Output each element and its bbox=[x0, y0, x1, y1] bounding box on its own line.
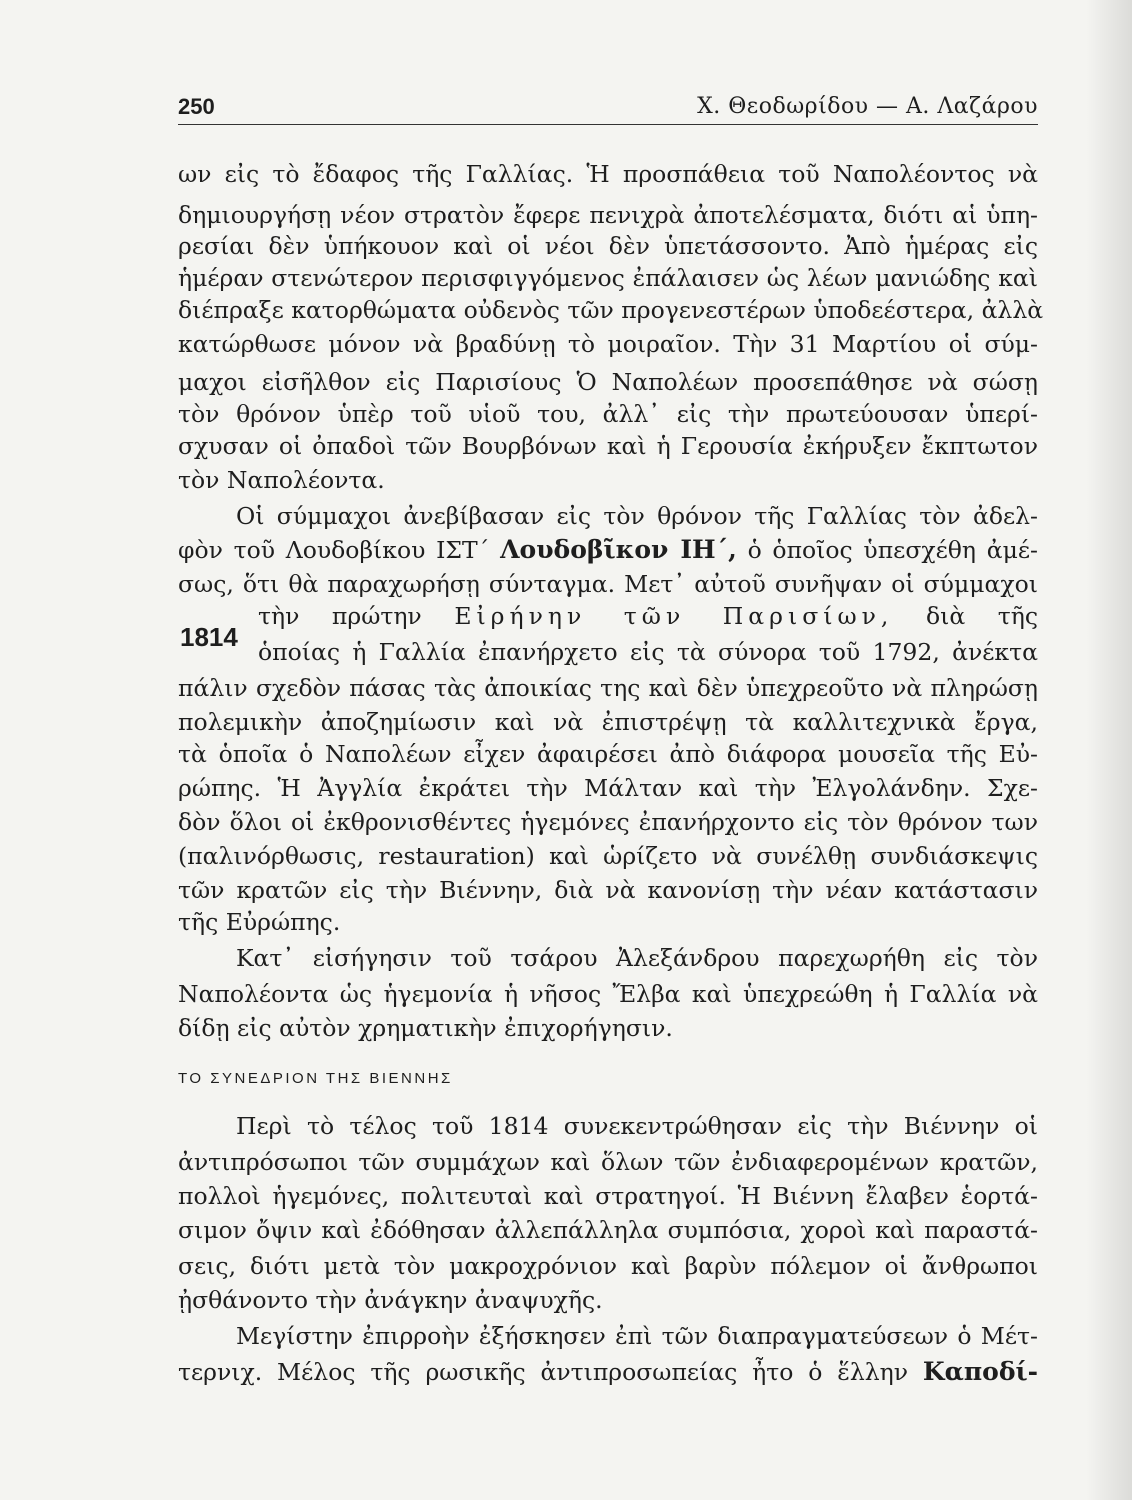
text-line: δημιουργήσῃ νέον στρατὸν ἔφερε πενιχρὰ ἀποτελέσματα, διότι αἱ ὑπη- bbox=[178, 201, 1038, 229]
text-line: Κατ᾽ εἰσήγησιν τοῦ τσάρου Ἀλεξάνδρου παρεχωρήθη εἰς τὸν bbox=[236, 944, 1038, 972]
text-line: δὸν ὅλοι οἱ ἐκθρονισθέντες ἡγεμόνες ἐπανήρχοντο εἰς τὸν θρόνον των bbox=[178, 808, 1038, 836]
text-span: διὰ τῆς bbox=[925, 602, 1039, 630]
running-head: Χ. Θεοδωρίδου — Α. Λαζάρου bbox=[697, 94, 1038, 119]
text-line: τὰ ὁποῖα ὁ Ναπολέων εἶχεν ἀφαιρέσει ἀπὸ διάφορα μουσεῖα τῆς Εὐ- bbox=[178, 740, 1038, 768]
text-line: ων εἰς τὸ ἔδαφος τῆς Γαλλίας. Ἡ προσπάθεια τοῦ Ναπολέοντος νὰ bbox=[178, 160, 1038, 188]
text-line: ρώπης. Ἡ Ἀγγλία ἐκράτει τὴν Μάλταν καὶ τὴν Ἐλγολάνδην. Σχε- bbox=[178, 774, 1038, 802]
text-line: μαχοι εἰσῆλθον εἰς Παρισίους Ὁ Ναπολέων προσεπάθησε νὰ σώσῃ bbox=[178, 368, 1038, 396]
emphasis-name: Λουδοβῖκον ΙΗ΄, bbox=[500, 535, 737, 564]
text-line: πολλοὶ ἡγεμόνες, πολιτευταὶ καὶ στρατηγοί. Ἡ Βιέννη ἔλαβεν ἑορτά- bbox=[178, 1182, 1038, 1210]
text-line: σιμον ὄψιν καὶ ἐδόθησαν ἀλλεπάλληλα συμπόσια, χοροὶ καὶ παραστά- bbox=[178, 1216, 1038, 1244]
text-line: σεις, διότι μετὰ τὸν μακροχρόνιον καὶ βαρὺν πόλεμον οἱ ἄνθρωποι bbox=[178, 1252, 1038, 1280]
text-line: κατώρθωσε μόνον νὰ βραδύνῃ τὸ μοιραῖον. Τὴν 31 Μαρτίου οἱ σύμ- bbox=[178, 330, 1038, 358]
text-line: σχυσαν οἱ ὀπαδοὶ τῶν Βουρβόνων καὶ ἡ Γερουσία ἐκήρυξεν ἔκπτωτον bbox=[178, 432, 1038, 460]
page-header bbox=[178, 92, 1038, 125]
text-line: ὁποίας ἡ Γαλλία ἐπανήρχετο εἰς τὰ σύνορα τοῦ 1792, ἀνέκτα bbox=[258, 638, 1038, 666]
text-line: Περὶ τὸ τέλος τοῦ 1814 συνεκεντρώθησαν εἰς τὴν Βιέννην οἱ bbox=[236, 1112, 1038, 1140]
emphasis-name: Καποδί- bbox=[922, 1357, 1038, 1386]
spaced-title: Εἰρήνην τῶν Παρισίων, bbox=[454, 602, 894, 630]
text-span: τερνιχ. Μέλος τῆς ρωσικῆς ἀντιπροσωπείας ἦτο ὁ ἕλλην bbox=[178, 1358, 909, 1386]
text-line: ᾐσθάνοντο τὴν ἀνάγκην ἀναψυχῆς. bbox=[178, 1286, 603, 1314]
text-line: σως, ὅτι θὰ παραχωρήσῃ σύνταγμα. Μετ᾽ αὐτοῦ συνῆψαν οἱ σύμμαχοι bbox=[178, 570, 1038, 598]
text-line: δίδῃ εἰς αὐτὸν χρηματικὴν ἐπιχορήγησιν. bbox=[178, 1014, 673, 1042]
section-heading: ΤΟ ΣΥΝΕΔΡΙΟΝ ΤΗΣ ΒΙΕΝΝΗΣ bbox=[178, 1070, 453, 1087]
text-span: τὴν πρώτην bbox=[258, 602, 422, 630]
text-line: τὸν θρόνον ὑπὲρ τοῦ υἱοῦ του, ἀλλ᾽ εἰς τὴν πρωτεύουσαν ὑπερί- bbox=[178, 400, 1038, 428]
text-line: ρεσίαι δὲν ὑπήκουον καὶ οἱ νέοι δὲν ὑπετάσσοντο. Ἀπὸ ἡμέρας εἰς bbox=[178, 232, 1038, 260]
text-span: ὁ ὁποῖος ὑπεσχέθη ἀμέ- bbox=[747, 536, 1038, 564]
margin-year-note: 1814 bbox=[180, 622, 238, 652]
text-line: διέπραξε κατορθώματα οὐδενὸς τῶν προγενεστέρων ὑποδεέστερα, ἀλλὰ bbox=[178, 296, 1044, 324]
text-line: τὸν Ναπολέοντα. bbox=[178, 466, 385, 494]
text-line: Μεγίστην ἐπιρροὴν ἐξήσκησεν ἐπὶ τῶν διαπραγματεύσεων ὁ Μέτ- bbox=[236, 1322, 1038, 1350]
text-line: (παλινόρθωσις, restauration) καὶ ὡρίζετο νὰ συνέλθῃ συνδιάσκεψις bbox=[178, 842, 1038, 870]
page-edge-shadow bbox=[1086, 0, 1132, 1500]
text-line bbox=[178, 534, 1038, 566]
text-line: πάλιν σχεδὸν πάσας τὰς ἀποικίας της καὶ δὲν ὑπεχρεοῦτο νὰ πληρώσῃ bbox=[178, 674, 1038, 702]
text-line: τῶν κρατῶν εἰς τὴν Βιέννην, διὰ νὰ κανονίσῃ τὴν νέαν κατάστασιν bbox=[178, 876, 1038, 904]
text-line: Οἱ σύμμαχοι ἀνεβίβασαν εἰς τὸν θρόνον τῆς Γαλλίας τὸν ἀδελ- bbox=[236, 502, 1038, 530]
text-line bbox=[258, 600, 1038, 632]
text-line: ἀντιπρόσωποι τῶν συμμάχων καὶ ὅλων τῶν ἐνδιαφερομένων κρατῶν, bbox=[178, 1148, 1038, 1176]
text-line: πολεμικὴν ἀποζημίωσιν καὶ νὰ ἐπιστρέψῃ τὰ καλλιτεχνικὰ ἔργα, bbox=[178, 708, 1038, 736]
text-line: ἡμέραν στενώτερον περισφιγγόμενος ἐπάλαισεν ὡς λέων μανιώδης καὶ bbox=[178, 264, 1038, 292]
text-span: φὸν τοῦ Λουδοβίκου ΙΣΤ΄ bbox=[178, 536, 490, 564]
text-line: Ναπολέοντα ὡς ἡγεμονία ἡ νῆσος Ἔλβα καὶ ὑπεχρεώθη ἡ Γαλλία νὰ bbox=[178, 980, 1038, 1008]
page-number: 250 bbox=[178, 94, 215, 119]
text-line: τῆς Εὐρώπης. bbox=[178, 908, 341, 936]
text-line bbox=[178, 1356, 1038, 1388]
